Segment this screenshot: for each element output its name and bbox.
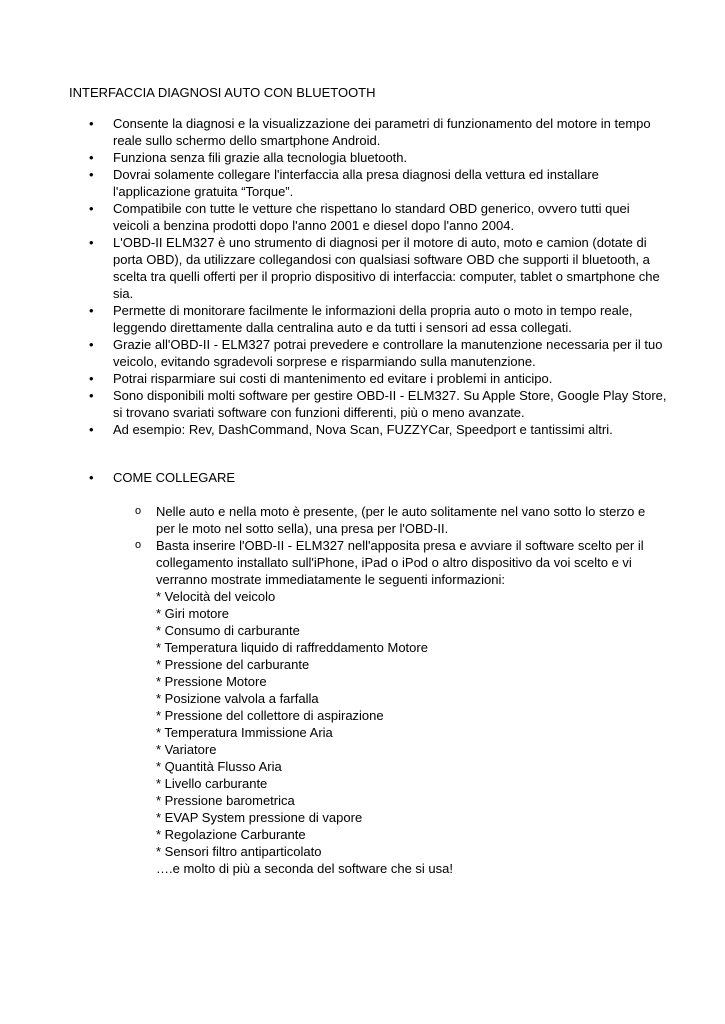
info-line: * Pressione barometrica (156, 793, 295, 808)
info-line: * Sensori filtro antiparticolato (156, 844, 322, 859)
info-line: * Temperatura Immissione Aria (156, 725, 333, 740)
section-heading: • COME COLLEGARE (69, 469, 669, 486)
bullet-item: • Funziona senza fili grazie alla tecnologia bluetooth. (69, 149, 669, 166)
bullet-item: • Sono disponibili molti software per gestire OBD-II - ELM327. Su Apple Store, Google Play Store, si trovano svariati software con funzioni differenti, più o meno avanzate. (69, 387, 669, 421)
bullet-item: • Consente la diagnosi e la visualizzazione dei parametri di funzionamento del motore in tempo reale sullo schermo dello smartphone Android. (69, 115, 669, 149)
info-line: * Livello carburante (156, 776, 268, 791)
bullet-item: • Permette di monitorare facilmente le informazioni della propria auto o moto in tempo reale, leggendo direttamente dalla centralina auto e da tutti i sensori ad essa collegati. (69, 302, 669, 336)
section-list (69, 469, 669, 486)
info-line: * Velocità del veicolo (156, 589, 276, 604)
info-line: * Temperatura liquido di raffreddamento Motore (156, 640, 428, 655)
bullet-item: • Potrai risparmiare sui costi di mantenimento ed evitare i problemi in anticipo. (69, 370, 669, 387)
info-line: * Variatore (156, 742, 217, 757)
info-line: * Pressione del carburante (156, 657, 310, 672)
info-line: * Pressione del collettore di aspirazione (156, 708, 384, 723)
info-line: * Pressione Motore (156, 674, 267, 689)
info-line: * EVAP System pressione di vapore (156, 810, 363, 825)
feature-bullet-list (69, 115, 669, 438)
bullet-item: • Ad esempio: Rev, DashCommand, Nova Scan, FUZZYCar, Speedport e tantissimi altri. (69, 421, 669, 438)
info-line: * Regolazione Carburante (156, 827, 306, 842)
document-title: INTERFACCIA DIAGNOSI AUTO CON BLUETOOTH (69, 85, 376, 100)
bullet-item: • Compatibile con tutte le vetture che rispettano lo standard OBD generico, ovvero tutti quei veicoli a benzina prodotti dopo l'anno 2001 e diesel dopo l'anno 2004. (69, 200, 669, 234)
sub-list-item (113, 503, 653, 537)
sub-item-text: Basta inserire l'OBD-II - ELM327 nell'apposita presa e avviare il software scelto per il collegamento installato sull'iPhone, iPad o iPod o altro dispositivo da voi scelto e vi verranno mostrate immediatamente le seguenti informazioni: (156, 538, 644, 587)
info-line: * Giri motore (156, 606, 229, 621)
info-line: * Posizione valvola a farfalla (156, 691, 319, 706)
bullet-item: • Dovrai solamente collegare l'interfaccia alla presa diagnosi della vettura ed installare l'applicazione gratuita “Torque”. (69, 166, 669, 200)
bullet-item: • Grazie all'OBD-II - ELM327 potrai prevedere e controllare la manutenzione necessaria per il tuo veicolo, evitando sgradevoli sorprese e risparmiando sulla manutenzione. (69, 336, 669, 370)
sub-item-text: Nelle auto e nella moto è presente, (per le auto solitamente nel vano sotto lo sterzo e per le moto nel sotto sella), una presa per l'OBD-II. (156, 504, 646, 536)
connection-sub-list (113, 503, 653, 877)
closing-line: ….e molto di più a seconda del software che si usa! (156, 861, 453, 876)
info-line: * Quantità Flusso Aria (156, 759, 282, 774)
bullet-item: • L'OBD-II ELM327 è uno strumento di diagnosi per il motore di auto, moto e camion (dotate di porta OBD), da utilizzare collegandosi con qualsiasi software OBD che supporti il bluetooth, a scelta tra quelli offerti per il proprio dispositivo di interfaccia: computer, tablet o smartphone che sia. (69, 234, 669, 302)
sub-list-item (113, 537, 653, 877)
info-line: * Consumo di carburante (156, 623, 300, 638)
